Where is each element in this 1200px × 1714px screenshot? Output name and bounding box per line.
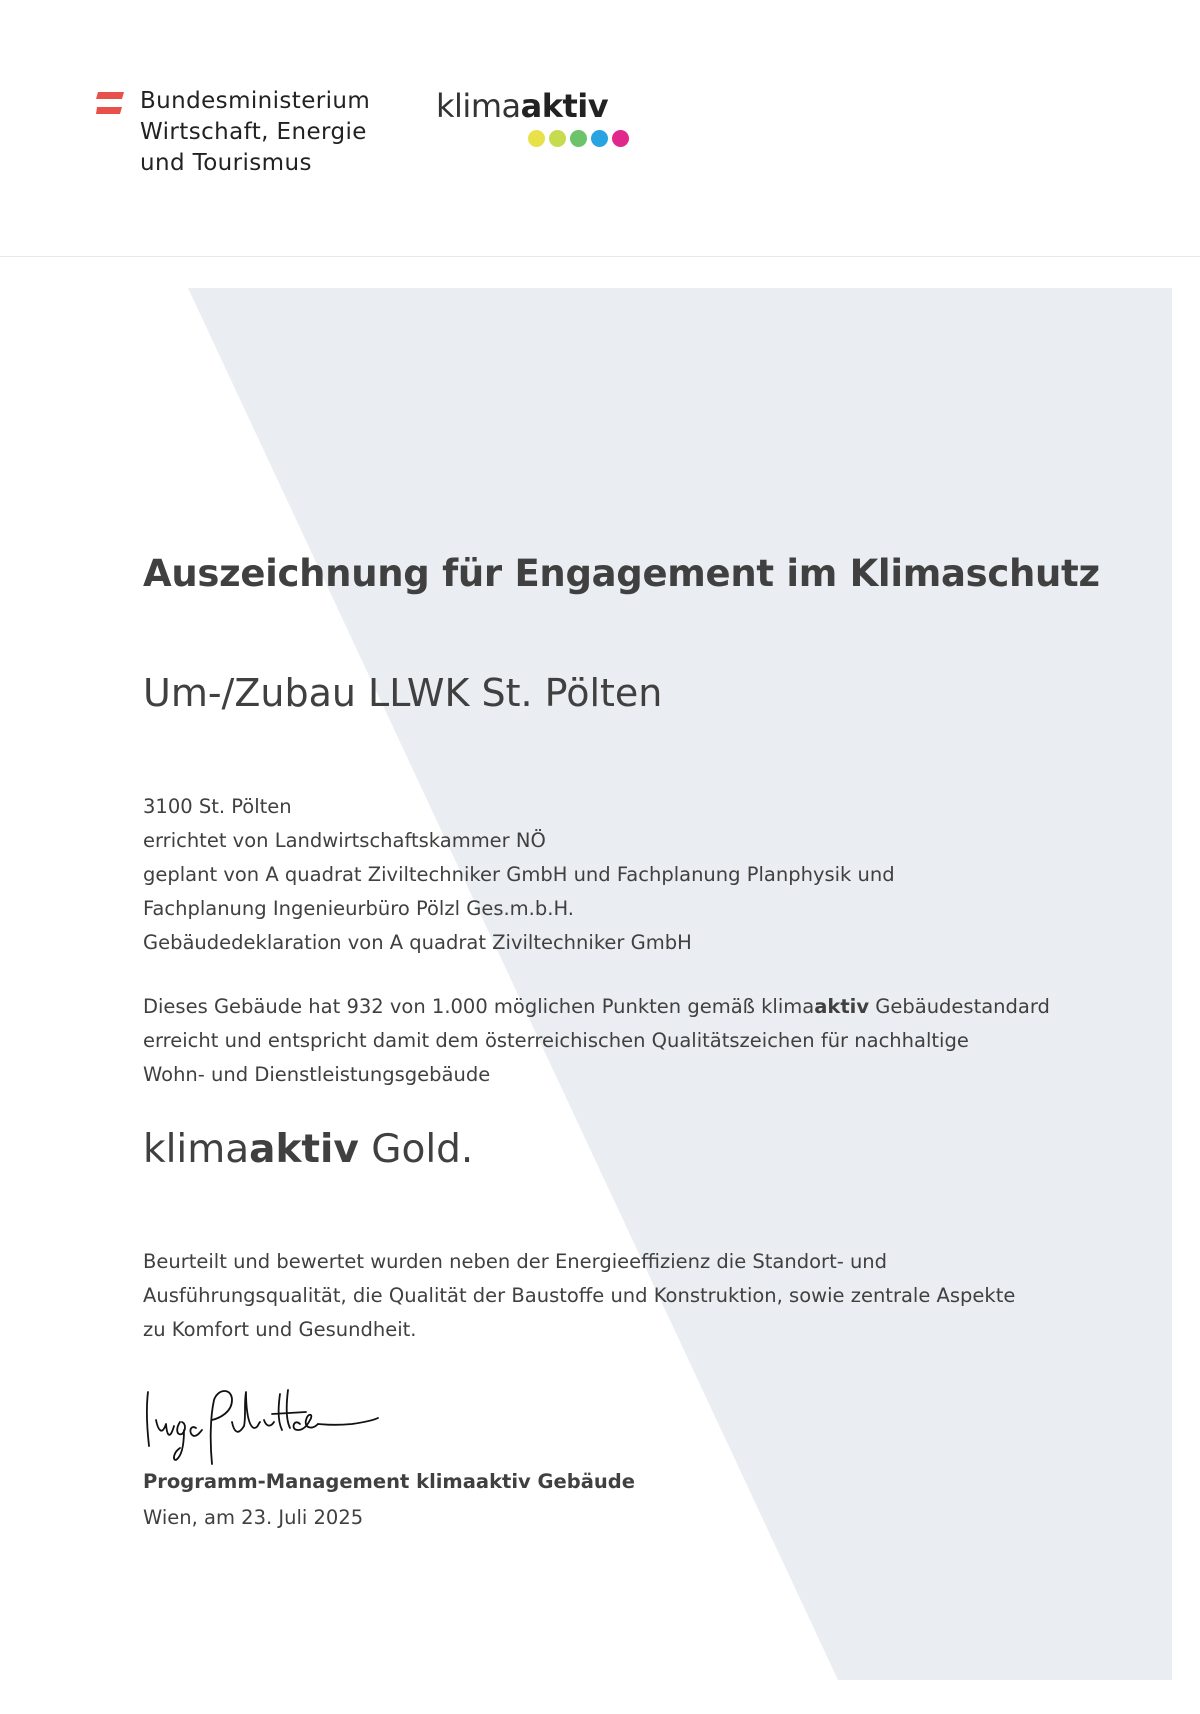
assessment-line: Beurteilt und bewertet wurden neben der Energieeffizienz die Standort- und [143,1250,888,1273]
signatory-role: Programm-Management klimaaktiv Gebäude [143,1470,635,1493]
score-line [143,990,1050,1024]
score-line: erreicht und entspricht damit dem österreichischen Qualitätszeichen für nachhaltige [143,1029,969,1052]
detail-line: 3100 St. Pölten [143,795,292,818]
logo-suffix: aktiv [520,87,609,125]
ministry-name [140,86,370,179]
logo-prefix: klima [436,87,521,125]
award-prefix: klima [143,1127,250,1172]
project-name: Um-/Zubau LLWK St. Pölten [143,671,663,715]
award-suffix: Gold. [358,1127,474,1172]
award-level [143,1127,473,1172]
logo-dot-blue [591,130,608,147]
certificate-title: Auszeichnung für Engagement im Klimaschutz [143,552,1100,595]
project-details [143,790,895,960]
score-line: Wohn- und Dienstleistungsgebäude [143,1063,491,1086]
ministry-logo [96,86,396,186]
handwritten-signature [140,1384,380,1466]
award-brand-bold: aktiv [249,1127,359,1172]
ministry-line: Bundesministerium [140,88,371,114]
logo-dots [528,130,629,147]
ministry-line: Wirtschaft, Energie [140,119,367,145]
detail-line: errichtet von Landwirtschaftskammer NÖ [143,829,546,852]
logo-dot-magenta [612,130,629,147]
logo-dot-green [570,130,587,147]
score-text: Dieses Gebäude hat 932 von 1.000 möglichen Punkten gemäß klima [143,995,815,1018]
ministry-line: und Tourismus [140,150,312,176]
assessment-line: Ausführungsqualität, die Qualität der Baustoffe und Konstruktion, sowie zentrale Aspekte [143,1284,1016,1307]
klimaaktiv-wordmark [436,86,656,126]
assessment-line: zu Komfort und Gesundheit. [143,1318,417,1341]
klimaaktiv-logo [436,86,656,156]
logo-dot-yellow [528,130,545,147]
score-text: Gebäudestandard [869,995,1050,1018]
logo-dot-lime [549,130,566,147]
assessment-text [143,1245,1015,1347]
detail-line: geplant von A quadrat Ziviltechniker GmbH und Fachplanung Planphysik und [143,863,895,886]
austrian-flag-icon [96,92,124,114]
score-statement [143,990,1050,1092]
detail-line: Gebäudedeklaration von A quadrat Ziviltechniker GmbH [143,931,692,954]
detail-line: Fachplanung Ingenieurbüro Pölzl Ges.m.b.H. [143,897,574,920]
score-brand-bold: aktiv [814,995,870,1018]
header-divider [0,256,1200,257]
place-and-date: Wien, am 23. Juli 2025 [143,1506,364,1529]
